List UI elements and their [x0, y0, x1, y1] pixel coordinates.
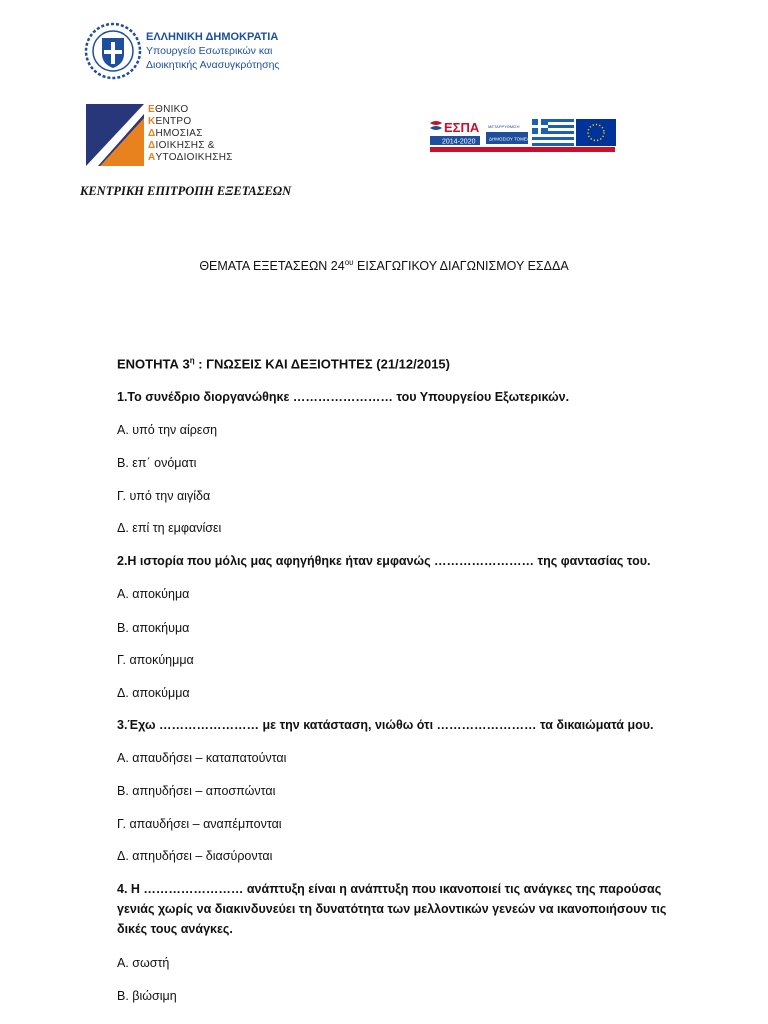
ministry-line-1: ΕΛΛΗΝΙΚΗ ΔΗΜΟΚΡΑΤΙΑ [146, 31, 279, 43]
ekdda-name-line: ΔΙΟΙΚΗΣΗΣ & [148, 140, 215, 151]
eu-flag-icon [576, 119, 616, 146]
espa-years: 2014-2020 [442, 138, 476, 146]
ekdda-name-line: ΚΕΝΤΡΟ [148, 116, 192, 127]
greek-flag-icon [532, 119, 574, 146]
answer-option: Γ. απαυδήσει – αναπέμπονται [117, 817, 282, 831]
answer-option: Α. σωστή [117, 956, 170, 970]
ministry-line-2: Υπουργείο Εσωτερικών και [146, 45, 273, 57]
answer-option: Α. απαυδήσει – καταπατούνται [117, 751, 287, 765]
espa-program: ΜΕΤΑΡΡΥΘΜΙΣΗ [488, 124, 520, 129]
answer-option: Γ. υπό την αιγίδα [117, 489, 211, 503]
ekdda-name-line: ΔΗΜΟΣΙΑΣ [148, 128, 203, 139]
answer-option: Δ. απηυδήσει – διασύρονται [117, 849, 273, 863]
answer-option: Α. υπό την αίρεση [117, 423, 218, 437]
espa-name: ΕΣΠΑ [444, 120, 480, 135]
answer-option: Δ. αποκύμμα [117, 686, 190, 700]
question-text: 1.Το συνέδριο διοργανώθηκε …………………… του Υπουργείου Εξωτερικών. [117, 390, 570, 404]
espa-eu-banner-icon [428, 118, 618, 154]
page-title: ΘΕΜΑΤΑ ΕΞΕΤΑΣΕΩΝ $24^{o\upsilon}$ ΕΙΣΑΓΩΓΙΚΟΥ ΔΙΑΓΩΝΙΣΜΟΥ ΕΣΔΔΑ [199, 258, 569, 274]
section-heading: ΕΝΟΤΗΤΑ $3^\eta$ : ΓΝΩΣΕΙΣ ΚΑΙ ΔΕΞΙΟΤΗΤΕΣ (21/12/2015) [117, 356, 450, 372]
answer-option: Γ. αποκύημμα [117, 653, 194, 667]
question-text: 4. Η …………………… ανάπτυξη είναι η ανάπτυξη που ικανοποιεί τις ανάγκες της παρούσας γενιάς χωρίς να διακινδυνεύει τη δυνατότητα των μελλοντικών γενεών να ικανοποιήσουν τις δικές τους ανάγκες. [117, 882, 667, 936]
answer-option: Α. αποκύημα [117, 587, 190, 601]
answer-option: Β. απηυδήσει – αποσπώνται [117, 784, 276, 798]
answer-option: Β. επ΄ ονόματι [117, 456, 197, 470]
committee-name: ΚΕΝΤΡΙΚΗ ΕΠΙΤΡΟΠΗ ΕΞΕΤΑΣΕΩΝ [80, 184, 292, 198]
greek-republic-seal-icon [84, 22, 142, 80]
question-text: 3.Έχω …………………… με την κατάσταση, νιώθω ότι …………………… τα δικαιώματά μου. [117, 718, 654, 732]
answer-option: Β. αποκήυμα [117, 621, 190, 635]
espa-sector: ΔΗΜΟΣΙΟΥ ΤΟΜΕΑ [489, 136, 530, 142]
answer-option: Δ. επί τη εμφανίσει [117, 521, 222, 535]
ekdda-logo-icon [86, 104, 144, 166]
ekdda-name-line: ΑΥΤΟΔΙΟΙΚΗΣΗΣ [148, 152, 233, 163]
ministry-line-3: Διοικητικής Ανασυγκρότησης [146, 59, 280, 71]
answer-option: Β. βιώσιμη [117, 989, 177, 1003]
question-text: 2.Η ιστορία που μόλις μας αφηγήθηκε ήταν εμφανώς …………………… της φαντασίας του. [117, 554, 651, 568]
ekdda-name-line: ΕΘΝΙΚΟ [148, 104, 189, 115]
